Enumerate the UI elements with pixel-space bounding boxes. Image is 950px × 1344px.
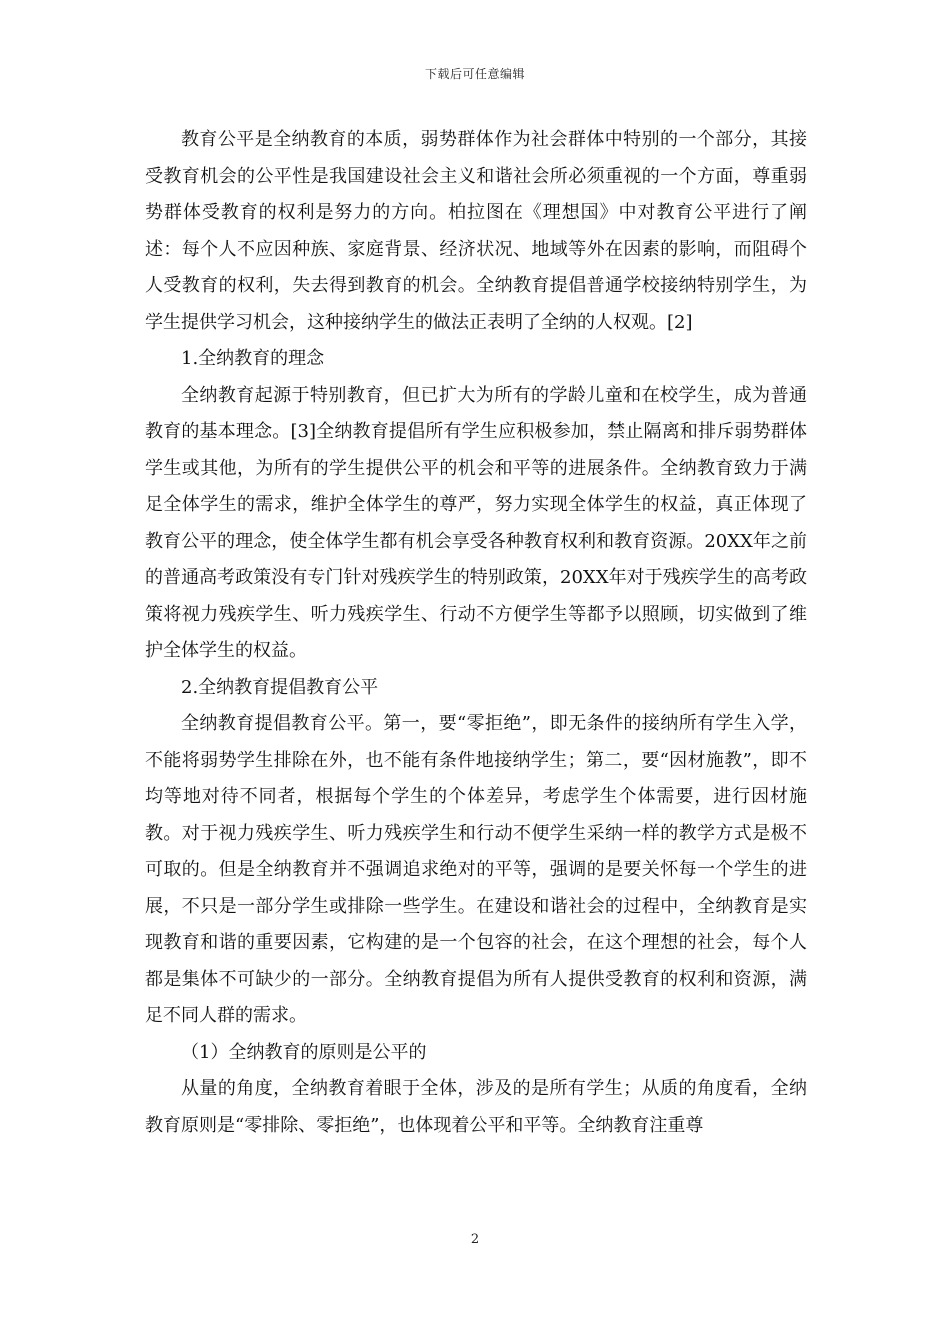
section-heading-2: 2.全纳教育提倡教育公平 [181, 676, 379, 698]
body-text [145, 122, 807, 1144]
paragraph-principle: 从量的角度，全纳教育着眼于全体，涉及的是所有学生；从质的角度看，全纳教育原则是“零排除、零拒绝”，也体现着公平和平等。全纳教育注重尊 [145, 1078, 807, 1136]
paragraph-education-equity: 教育公平是全纳教育的本质，弱势群体作为社会群体中特别的一个部分，其接受教育机会的公平性是我国建设社会主义和谐社会所必须重视的一个方面，尊重弱势群体受教育的权利是努力的方向。柏拉图在《理想国》中对教育公平进行了阐述：每个人不应因种族、家庭背景、经济状况、地域等外在因素的影响，而阻碍个人受教育的权利，失去得到教育的机会。全纳教育提倡普通学校接纳特别学生，为学生提供学习机会，这种接纳学生的做法正表明了全纳的人权观。[2] [145, 129, 807, 333]
page-number: 2 [470, 1232, 480, 1247]
subsection-heading-1: （1）全纳教育的原则是公平的 [181, 1041, 427, 1063]
section-heading-1: 1.全纳教育的理念 [181, 348, 325, 369]
paragraph-equity-advocacy: 全纳教育提倡教育公平。第一，要“零拒绝”，即无条件的接纳所有学生入学，不能将弱势学生排除在外，也不能有条件地接纳学生；第二，要“因材施教”，即不均等地对待不同者，根据每个学生的个体差异，考虑学生个体需要，进行因材施教。对于视力残疾学生、听力残疾学生和行动不便学生采纳一样的教学方式是极不可取的。但是全纳教育并不强调追求绝对的平等，强调的是要关怀每一个学生的进展，不只是一部分学生或排除一些学生。在建设和谐社会的过程中，全纳教育是实现教育和谐的重要因素，它构建的是一个包容的社会，在这个理想的社会，每个人都是集体不可缺少的一部分。全纳教育提倡为所有人提供受教育的权利和资源，满足不同人群的需求。 [145, 713, 807, 1026]
paragraph-inclusive-concept: 全纳教育起源于特别教育，但已扩大为所有的学龄儿童和在校学生，成为普通教育的基本理念。[3]全纳教育提倡所有学生应积极参加，禁止隔离和排斥弱势群体学生或其他，为所有的学生提供公平的机会和平等的进展条件。全纳教育致力于满足全体学生的需求，维护全体学生的尊严，努力实现全体学生的权益，真正体现了教育公平的理念，使全体学生都有机会享受各种教育权利和教育资源。20XX年之前的普通高考政策没有专门针对残疾学生的特别政策，20XX年对于残疾学生的高考政策将视力残疾学生、听力残疾学生、行动不方便学生等都予以照顾，切实做到了维护全体学生的权益。 [145, 384, 807, 661]
page-header: 下载后可任意编辑 [424, 67, 525, 81]
